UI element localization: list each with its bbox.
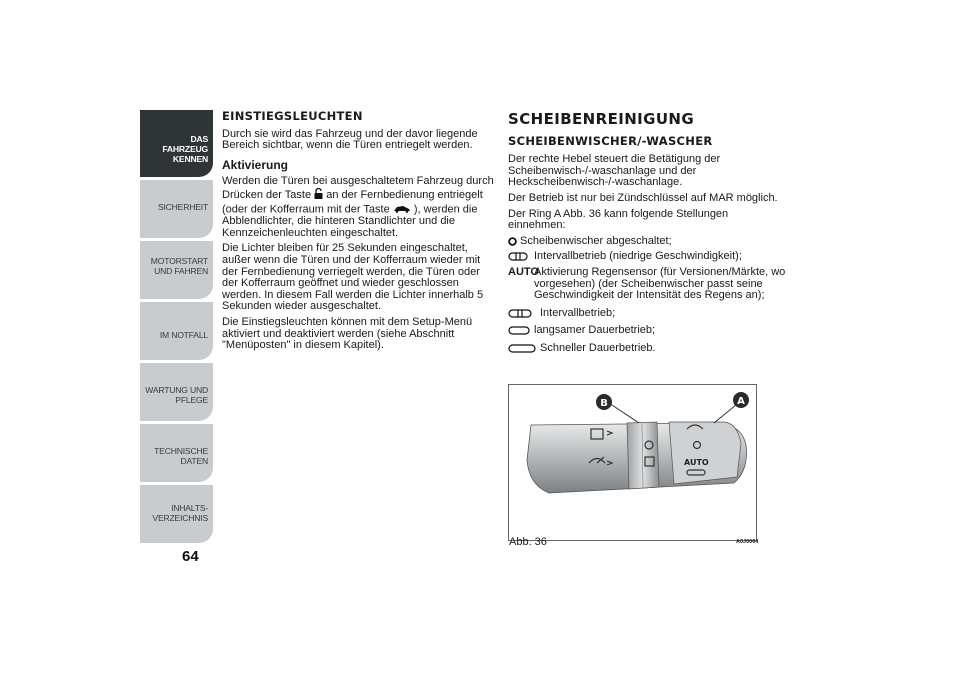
off-circle-icon [508, 236, 520, 247]
callout-a-label: A [737, 396, 745, 407]
duration-paragraph: Die Lichter bleiben für 25 Sekunden eingeschaltet, außer wenn die Türen und der Kofferraum wieder mit der Fernbedienung verriegelt werden, die Türen oder der Kofferraum geöffnet und wieder geschlossen werden. In diesem Fall werden die Lichter innerhalb 5 Sekunden wieder ausgeschaltet. [222, 242, 484, 313]
tab-inhaltsverzeichnis[interactable] [140, 485, 213, 543]
wiper-lever-illustration [509, 385, 756, 540]
list-item-text: Schneller Dauerbetrieb. [540, 341, 656, 354]
tab-wartung-und-pflege[interactable] [140, 363, 213, 421]
figure-caption: Abb. 36 [509, 536, 547, 548]
page-number: 64 [182, 548, 199, 565]
tab-label: DAS FAHRZEUG KENNEN [162, 134, 208, 164]
tab-label: TECHNISCHE DATEN [154, 446, 208, 466]
section-heading: SCHEIBENREINIGUNG [508, 110, 695, 128]
ring-auto-text: AUTO [684, 458, 709, 467]
tab-technische-daten[interactable] [140, 424, 213, 482]
figure-code: A0J0064 [736, 539, 759, 545]
tab-label: SICHERHEIT [157, 202, 208, 212]
intermittent-icon [508, 308, 540, 319]
text-part: an der Fernbedienung entriegelt (oder der Kofferraum mit der Taste [222, 189, 483, 216]
list-item-text: langsamer Dauerbetrieb; [534, 324, 656, 337]
padlock-open-icon [314, 188, 323, 203]
list-item [508, 267, 788, 302]
section-heading: EINSTIEGSLEUCHTEN [222, 109, 363, 123]
lever-paragraph: Der rechte Hebel steuert die Betätigung der Scheibenwisch-/-waschanlage und der Heckscheibenwisch-/-waschanlage. [508, 153, 721, 189]
intermittent-icon [508, 251, 534, 262]
sub-heading: SCHEIBENWISCHER/-WASCHER [508, 133, 713, 148]
ring-paragraph: Der Ring A Abb. 36 kann folgende Stellungen einnehmen: [508, 207, 729, 232]
operation-paragraph: Der Betrieb ist nur bei Zündschlüssel auf MAR möglich. [508, 191, 778, 204]
tab-im-notfall[interactable] [140, 302, 213, 360]
sub-heading: Aktivierung [222, 157, 289, 172]
tab-label: WARTUNG UND PFLEGE [145, 385, 208, 405]
tab-sicherheit[interactable] [140, 180, 213, 238]
tab-label: INHALTS-VERZEICHNIS [152, 503, 208, 523]
tab-label: IM NOTFALL [159, 330, 208, 340]
list-item [508, 251, 788, 263]
text-part: ), werden die Abblendlichter, die hinteren Standlichter und die Kennzeichenleuchten eingeschaltet. [222, 203, 478, 239]
list-item [508, 325, 788, 337]
activation-paragraph [222, 176, 497, 239]
text-part: Werden die Türen bei ausgeschaltetem Fahrzeug durch Drücken der Taste [222, 175, 494, 202]
tab-label: MOTORSTART UND FAHREN [150, 256, 208, 276]
tab-das-fahrzeug-kennen[interactable] [140, 110, 213, 177]
auto-label: AUTO [508, 265, 539, 278]
right-column [508, 110, 788, 359]
list-item [508, 343, 788, 355]
setup-paragraph: Die Einstiegsleuchten können mit dem Setup-Menü aktiviert und deaktiviert werden (siehe Abschnitt "Menüposten" in diesem Kapitel). [222, 315, 473, 352]
callout-b-label: B [600, 398, 608, 409]
fast-continuous-icon [508, 343, 540, 354]
trunk-icon [393, 203, 411, 217]
list-item-text: Intervallbetrieb (niedrige Geschwindigkeit); [534, 250, 742, 263]
list-item [508, 308, 788, 320]
list-item-text: Scheibenwischer abgeschaltet; [520, 234, 672, 247]
slow-continuous-icon [508, 325, 534, 336]
left-column [222, 111, 497, 356]
tab-motorstart-und-fahren[interactable] [140, 241, 213, 299]
chapter-sidebar [140, 110, 213, 546]
wiper-lever-figure [508, 384, 757, 541]
list-item-text: Aktivierung Regensensor (für Versionen/Märkte, wo vorgesehen) (der Scheibenwischer passt seine Geschwindigkeit der Intensität des Regens an); [534, 265, 786, 302]
list-item [508, 236, 788, 248]
intro-paragraph: Durch sie wird das Fahrzeug und der davor liegende Bereich sichtbar, wenn die Türen entriegelt werden. [222, 127, 478, 152]
list-item-text: Intervallbetrieb; [540, 306, 616, 319]
